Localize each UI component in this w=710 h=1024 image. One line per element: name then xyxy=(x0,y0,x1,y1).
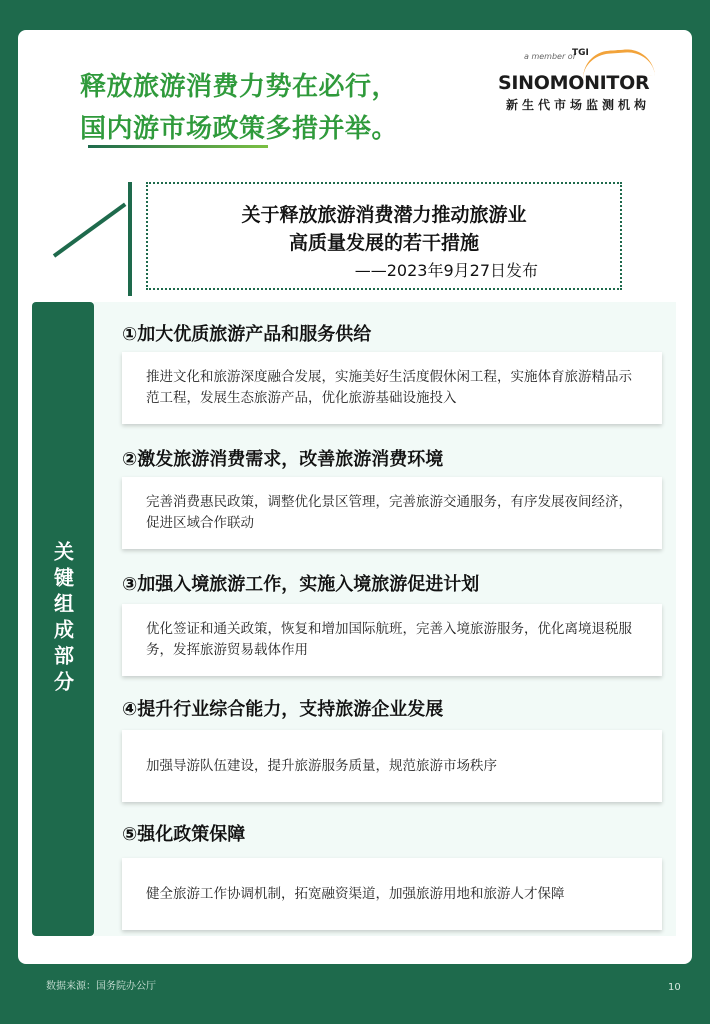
callout-title-line-2: 高质量发展的若干措施 xyxy=(288,232,479,254)
section-body-4: 加强导游队伍建设，提升旅游服务质量，规范旅游市场秩序 xyxy=(122,730,662,802)
headline-line-2: 国内游市场政策多措并举。 xyxy=(80,114,399,144)
logo-subtitle: 新生代市场监测机构 xyxy=(506,98,651,112)
side-label-bar xyxy=(32,302,94,936)
sections-panel xyxy=(94,302,676,936)
section-body-3: 优化签证和通关政策，恢复和增加国际航班，完善入境旅游服务，优化离境退税服务，发挥旅游贸易载体作用 xyxy=(122,604,662,676)
logo-partner: TGI xyxy=(572,48,589,58)
section-title-4: ④提升行业综合能力，支持旅游企业发展 xyxy=(122,699,444,720)
headline-underline xyxy=(88,145,268,148)
data-source: 数据来源：国务院办公厅 xyxy=(46,981,156,992)
policy-callout xyxy=(146,182,622,290)
logo-brand: SINOMONITOR xyxy=(498,72,650,94)
connector-line xyxy=(53,203,127,258)
section-title-5: ⑤强化政策保障 xyxy=(122,824,246,845)
page-number: 10 xyxy=(668,982,681,993)
section-title-3: ③加强入境旅游工作，实施入境旅游促进计划 xyxy=(122,574,480,595)
headline xyxy=(80,66,398,150)
headline-line-1: 释放旅游消费力势在必行， xyxy=(80,72,399,102)
section-title-1: ①加大优质旅游产品和服务供给 xyxy=(122,324,372,345)
section-title-2: ②激发旅游消费需求，改善旅游消费环境 xyxy=(122,449,444,470)
callout-date: ——2023年9月27日发布 xyxy=(354,261,538,280)
side-label: 关键组成部分 xyxy=(50,541,75,697)
section-body-5: 健全旅游工作协调机制，拓宽融资渠道，加强旅游用地和旅游人才保障 xyxy=(122,858,662,930)
content-card xyxy=(18,30,692,964)
section-body-1: 推进文化和旅游深度融合发展，实施美好生活度假休闲工程，实施体育旅游精品示范工程，发展生态旅游产品，优化旅游基础设施投入 xyxy=(122,352,662,424)
section-body-2: 完善消费惠民政策，调整优化景区管理，完善旅游交通服务，有序发展夜间经济，促进区域合作联动 xyxy=(122,477,662,549)
callout-title-line-1: 关于释放旅游消费潜力推动旅游业 xyxy=(241,204,527,226)
logo-tagline: a member of xyxy=(524,52,576,61)
sinomonitor-logo xyxy=(496,48,676,118)
callout-accent-bar xyxy=(128,182,132,296)
